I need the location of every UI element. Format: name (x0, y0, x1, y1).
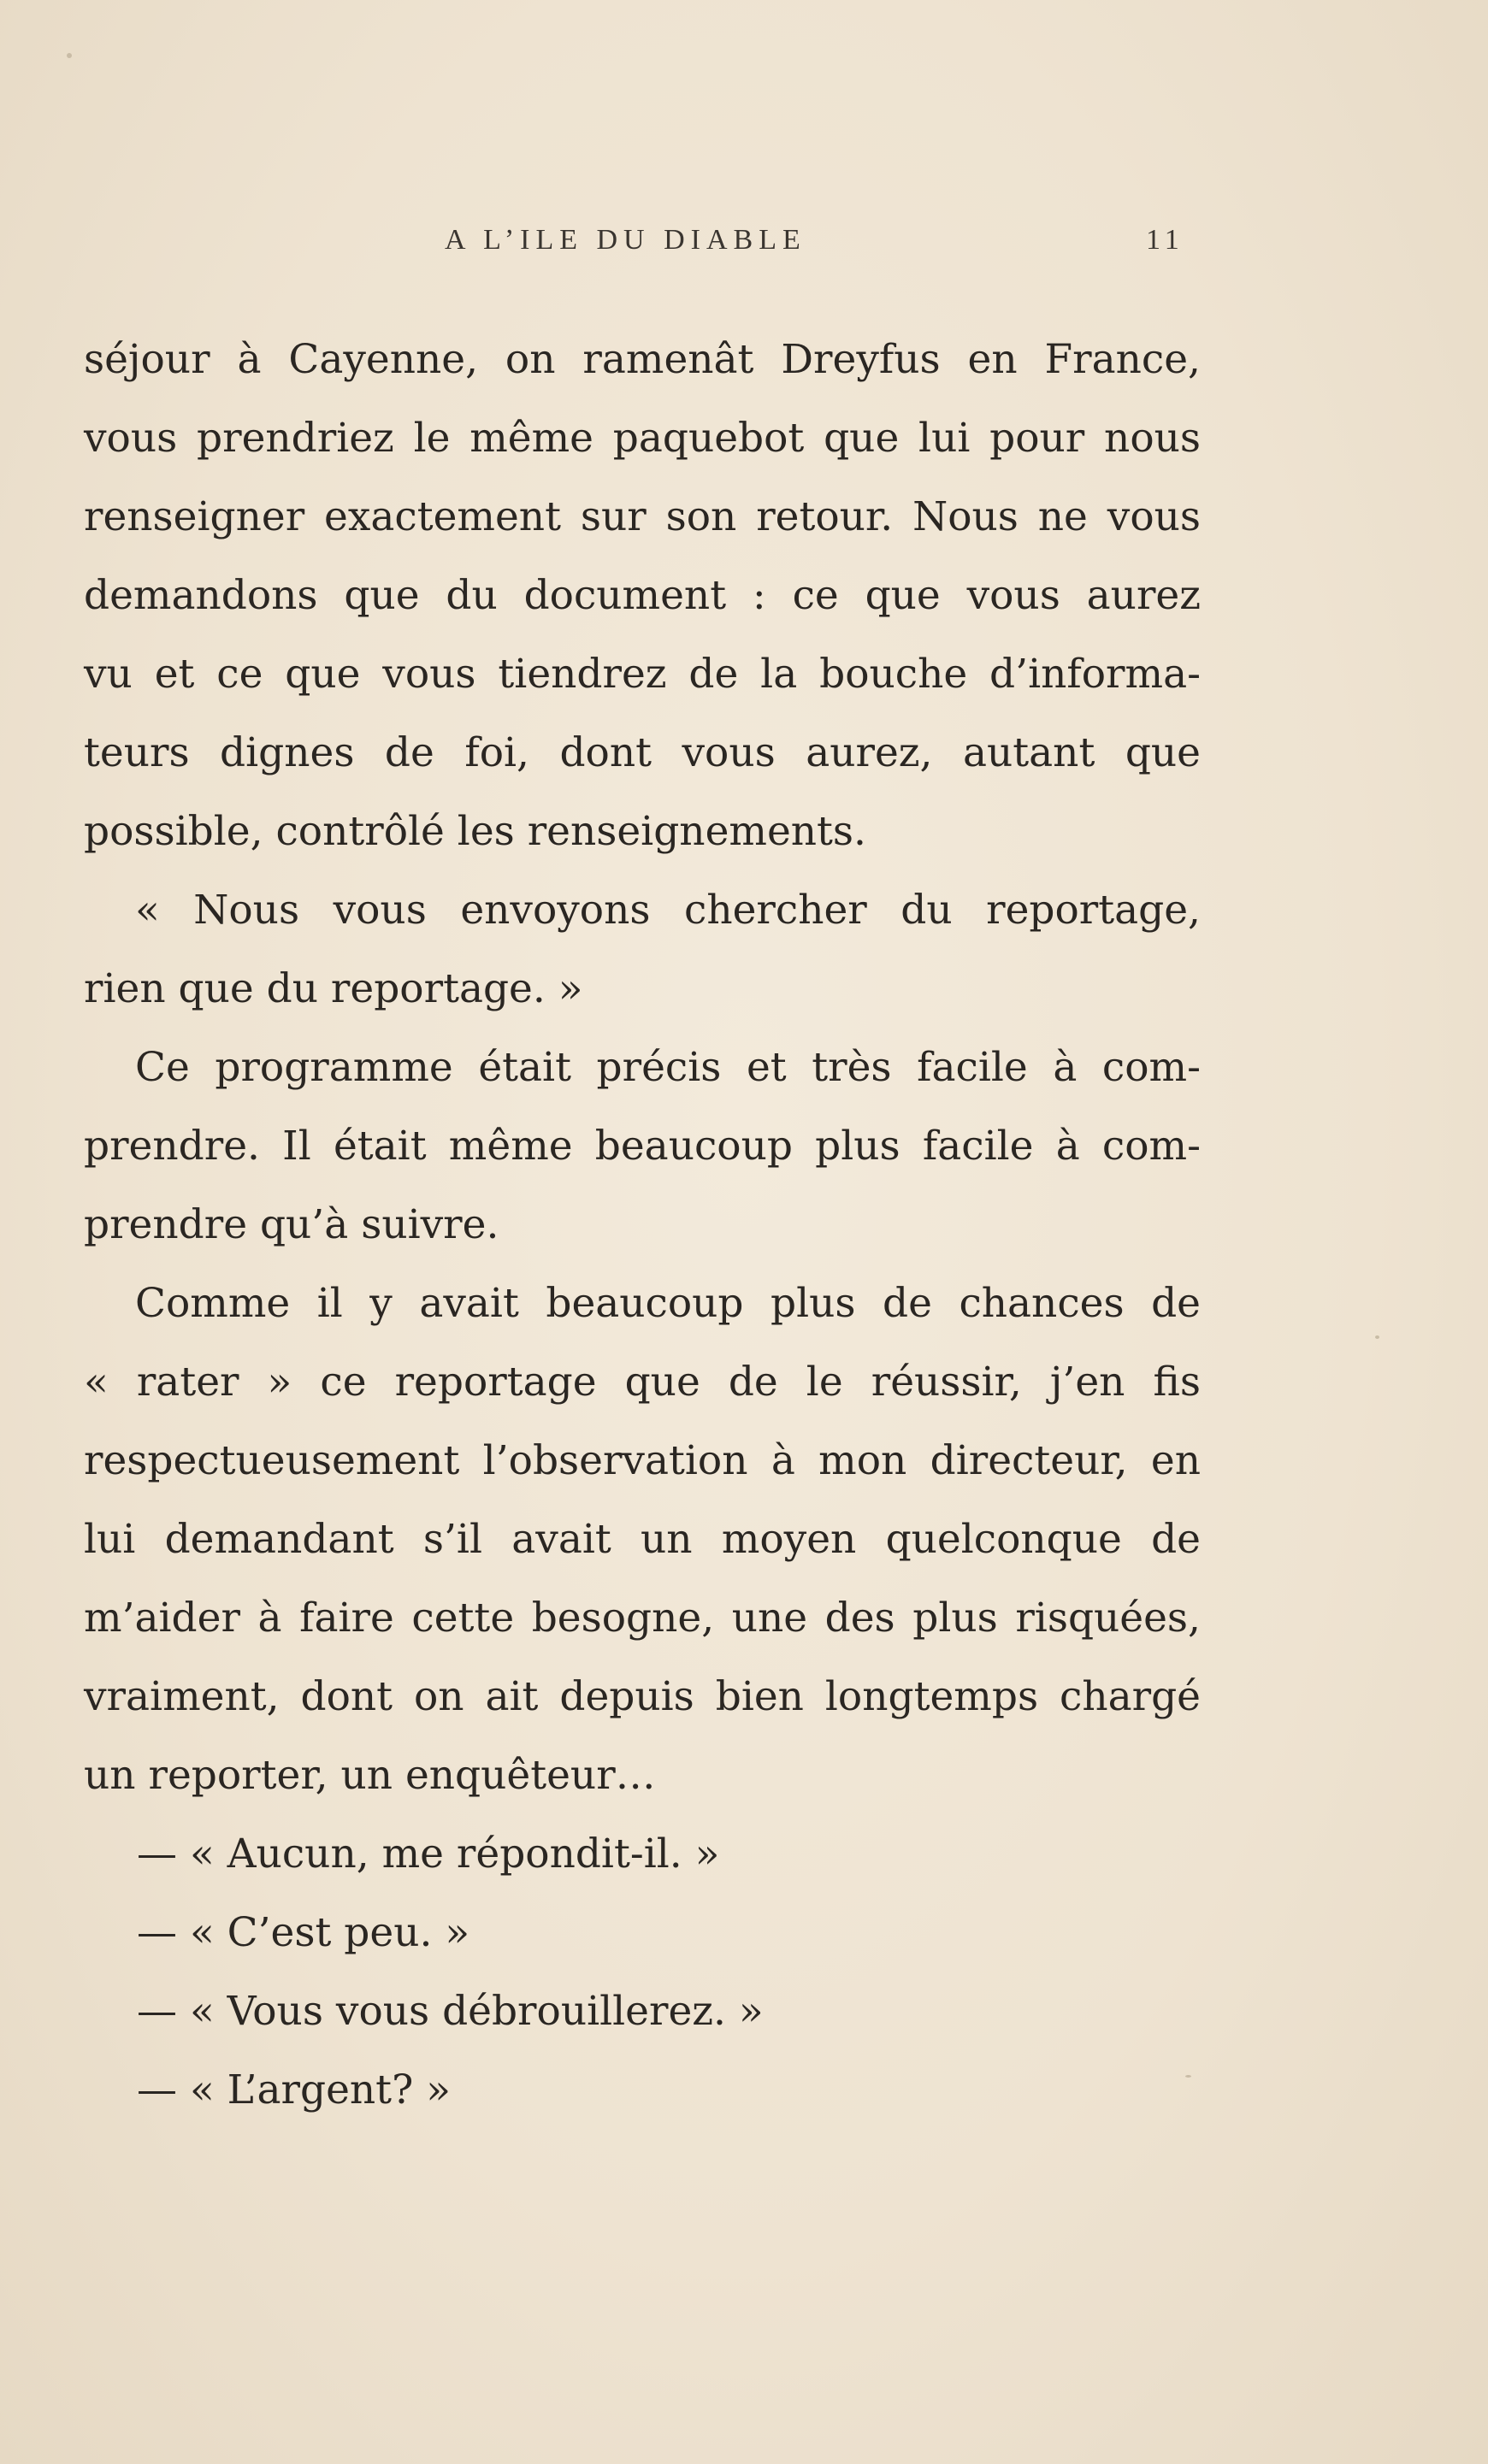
paper-speck (1375, 1335, 1379, 1339)
text-line: « Nous vous envoyons chercher du reportage, (135, 887, 1201, 934)
page-header (0, 224, 1488, 275)
text-line: possible, contrôlé les renseignements. (84, 808, 866, 855)
text-line: lui demandant s’il avait un moyen quelconque de (84, 1516, 1201, 1563)
text-line: séjour à Cayenne, on ramenât Dreyfus en France, (84, 336, 1201, 383)
text-line: prendre. Il était même beaucoup plus facile à com- (84, 1123, 1201, 1170)
page-number: 11 (1146, 224, 1184, 256)
text-line: m’aider à faire cette besogne, une des plus risquées, (84, 1595, 1201, 1642)
text-line: vu et ce que vous tiendrez de la bouche d’informa- (84, 651, 1201, 698)
text-line: un reporter, un enquêteur… (84, 1752, 656, 1799)
running-title: A L’ILE DU DIABLE (445, 224, 806, 256)
text-line: respectueusement l’observation à mon directeur, en (84, 1437, 1201, 1484)
dialogue-line: — « Vous vous débrouillerez. » (137, 1988, 764, 2035)
text-line: Comme il y avait beaucoup plus de chances de (135, 1280, 1201, 1327)
text-line: teurs dignes de foi, dont vous aurez, autant que (84, 729, 1201, 776)
text-line: Ce programme était précis et très facile à com- (135, 1044, 1201, 1091)
dialogue-line: — « Aucun, me répondit-il. » (137, 1830, 720, 1877)
dialogue-line: — « C’est peu. » (137, 1909, 470, 1956)
text-line: prendre qu’à suivre. (84, 1201, 499, 1248)
paper-speck (67, 53, 72, 58)
text-line: renseigner exactement sur son retour. Nous ne vous (84, 493, 1201, 540)
body-text (84, 321, 1201, 2130)
dialogue-line: — « L’argent? » (137, 2066, 451, 2113)
text-line: rien que du reportage. » (84, 965, 583, 1012)
text-line: vraiment, dont on ait depuis bien longtemps chargé (84, 1673, 1201, 1720)
text-line: demandons que du document : ce que vous aurez (84, 572, 1201, 619)
text-line: « rater » ce reportage que de le réussir, j’en fis (84, 1359, 1201, 1406)
text-line: vous prendriez le même paquebot que lui pour nous (84, 415, 1201, 462)
paper-speck (1185, 2075, 1191, 2078)
